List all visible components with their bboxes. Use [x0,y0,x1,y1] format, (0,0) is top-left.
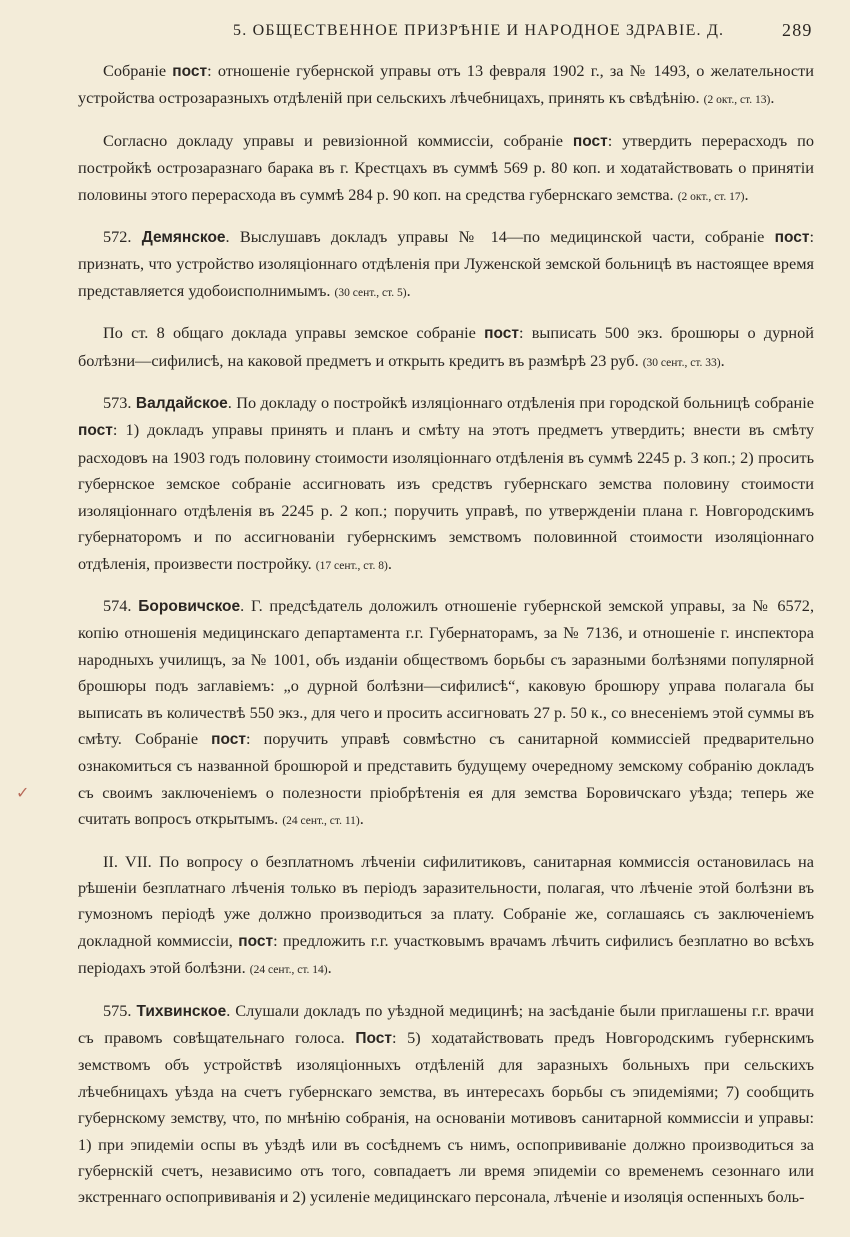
paragraph-text: . [327,958,332,978]
emphasis-keyword: пост [211,730,247,748]
paragraph-text: 575. [103,1000,137,1020]
emphasis-keyword: пост [774,229,810,247]
emphasis-keyword: пост [172,63,208,80]
paragraph [78,224,814,306]
paragraph [78,128,814,210]
paragraph-text: : 5) ходатайствовать предъ Новгородскимъ губернскимъ земствомъ объ устройствѣ изоляціонныхъ отдѣленій для заразныхъ больныхъ при сельскихъ лѣчебницахъ уѣзда на счетъ губернскаго земства, въ интересахъ борьбы съ эпидеміями; 7) сообщить губернскому земству, что, по мнѣнію собранія, на основаніи мотивовъ санитарной коммиссіи и управы: 1) при эпидеміи оспы въ уѣздѣ или въ сосѣднемъ съ нимъ, оспопрививаніе должно производиться за губернскій счетъ, независимо отъ того, совпадаетъ ли время эпидеміи со временемъ сезоннаго или экстреннаго оспопрививанія и 2) усиленіе медицинскаго персонала, лѣченіе и изоляція оспенныхъ боль- [78,1028,814,1207]
paragraph-text: : утвердить перерасходъ по постройкѣ острозаразнаго барака въ г. Крестцахъ въ суммѣ 569 р. 80 коп. и ходатайствовать о принятіи половины этого перерасхода въ суммѣ 284 р. 90 коп. на средства губернскаго земства. [78,130,814,204]
session-reference: (2 окт., ст. 17) [677,190,745,203]
paragraph-text: . [387,553,392,573]
paragraph-text: По ст. 8 общаго доклада управы земское собраніе [103,323,485,343]
paragraph-text: . Г. предсѣдатель доложилъ отношеніе губернской земской управы, за № 6572, копію отношенія медицинскаго департамента г.г. Губернаторамъ, за № 7136, и отношеніе г. инспектора народныхъ училищъ, за № 1001, объ изданіи обществомъ борьбы съ заразными болѣзнями популярной брошюры подъ заглавіемъ: „о дурной болѣзни—сифилисѣ“, каковую брошюру управа полагала бы выписать въ количествѣ 550 экз., для чего и просить ассигновать 27 р. 50 к., со внесеніемъ этой суммы въ смѣту. Собраніе [78,595,815,748]
emphasis-keyword: Пост [355,1030,392,1047]
page-number: 289 [782,20,813,40]
emphasis-keyword: Валдайское [135,395,228,413]
paragraph [78,849,814,984]
margin-check-mark: ✓ [16,785,30,802]
emphasis-keyword: пост [238,932,274,950]
paragraph-text: : поручить управѣ совмѣстно съ санитарной коммиссіей предварительно ознакомиться съ названной брошюрой и представить будущему очередному земскому собранію докладъ съ своимъ заключеніемъ о полезности пріобрѣтенія ея для земства Боровичскаго уѣзда; теперь же считать вопросъ открытымъ. [78,728,815,829]
paragraph-text: . [770,88,775,108]
paragraph-text: : признать, что устройство изоляціоннаго отдѣленія при Луженской земской больницѣ въ настоящее время представляется удобоисполнимымъ. [78,227,815,300]
paragraph-text: . Выслушавъ докладъ управы № 14—по медицинской части, собраніе [225,227,775,247]
paragraph-text: Согласно докладу управы и ревизіонной коммиссіи, собраніе [103,130,573,150]
paragraph-text: 574. [103,595,139,615]
session-reference: (17 сент., ст. 8) [315,559,388,572]
emphasis-keyword: пост [572,132,608,150]
emphasis-keyword: Демянское [141,229,226,247]
paragraph-text: : предложить г.г. участковымъ врачамъ лѣчить сифилисъ безплатно во всѣхъ періодахъ этой болѣзни. [78,930,814,978]
paragraph-text: 572. [103,227,142,247]
session-reference: (2 окт., ст. 13) [703,94,771,107]
paragraph-text: : отношеніе губернской управы отъ 13 февраля 1902 г., за № 1493, о желательности устройства острозаразныхъ отдѣленій при сельскихъ лѣчебницахъ, принять къ свѣдѣнію. [78,61,814,108]
paragraph-text: . [406,280,411,300]
running-title: 5. ОБЩЕСТВЕННОЕ ПРИЗРѢНІЕ И НАРОДНОЕ ЗДРАВІЕ. Д. [233,22,725,39]
paragraph-text: Собраніе [103,61,173,80]
paragraph [78,58,814,114]
page-body [78,58,814,1211]
paragraph-text: . [744,184,749,204]
emphasis-keyword: Тихвинское [136,1002,227,1020]
paragraph-text: : 1) докладъ управы принять и планъ и смѣту на этотъ предметъ утвердить; внести въ смѣту расходовъ на 1903 годъ половину стоимости изоляціоннаго отдѣленія въ суммѣ 2245 р. 3 коп.; 2) просить губернское земское собраніе ассигновать изъ средствъ губернскаго земства половину стоимости изоляціоннаго отдѣленія въ 2245 р. 2 коп.; поручить управѣ, по утвержденіи плана г. Новгородскимъ губернаторомъ и по ассигнованіи губернскимъ земствомъ половинной стоимости изоляціоннаго отдѣленія, произвести постройку. [78,420,814,573]
paragraph [78,390,814,579]
session-reference: (30 сент., ст. 5) [334,286,407,299]
page-header [0,18,850,48]
paragraph-text: . [720,350,725,370]
session-reference: (24 сент., ст. 14) [249,964,328,977]
paragraph-text: . [359,809,364,829]
emphasis-keyword: пост [78,422,113,440]
paragraph-text: : выписать 500 экз. брошюры о дурной болѣзни—сифилисѣ, на каковой предметъ и открыть кредитъ въ размѣрѣ 23 руб. [78,323,814,370]
paragraph-text: II. VII. По вопросу о безплатномъ лѣченіи сифилитиковъ, санитарная коммиссія остановилась на рѣшеніи безплатнаго лѣченія только въ періодъ заразительности, полагая, что лѣченіе этой болѣзни въ гумозномъ періодѣ уже должно производиться за плату. Собраніе же, соглашаясь съ заключеніемъ докладной коммиссіи, [78,851,814,950]
paragraph [78,998,814,1211]
emphasis-keyword: пост [484,325,519,343]
paragraph [78,320,814,376]
paragraph-text: 573. [103,393,136,413]
session-reference: (30 сент., ст. 33) [642,356,721,369]
paragraph-text: . По докладу о постройкѣ изляціоннаго отдѣленія при городской больницѣ собраніе [227,393,815,413]
paragraph [78,593,814,835]
session-reference: (24 сент., ст. 11) [282,815,360,828]
paragraph-text: . Слушали докладъ по уѣздной медицинѣ; на засѣданіе были приглашены г.г. врачи съ правомъ совѣщательнаго голоса. [78,1000,815,1047]
emphasis-keyword: Боровичское [138,597,241,615]
